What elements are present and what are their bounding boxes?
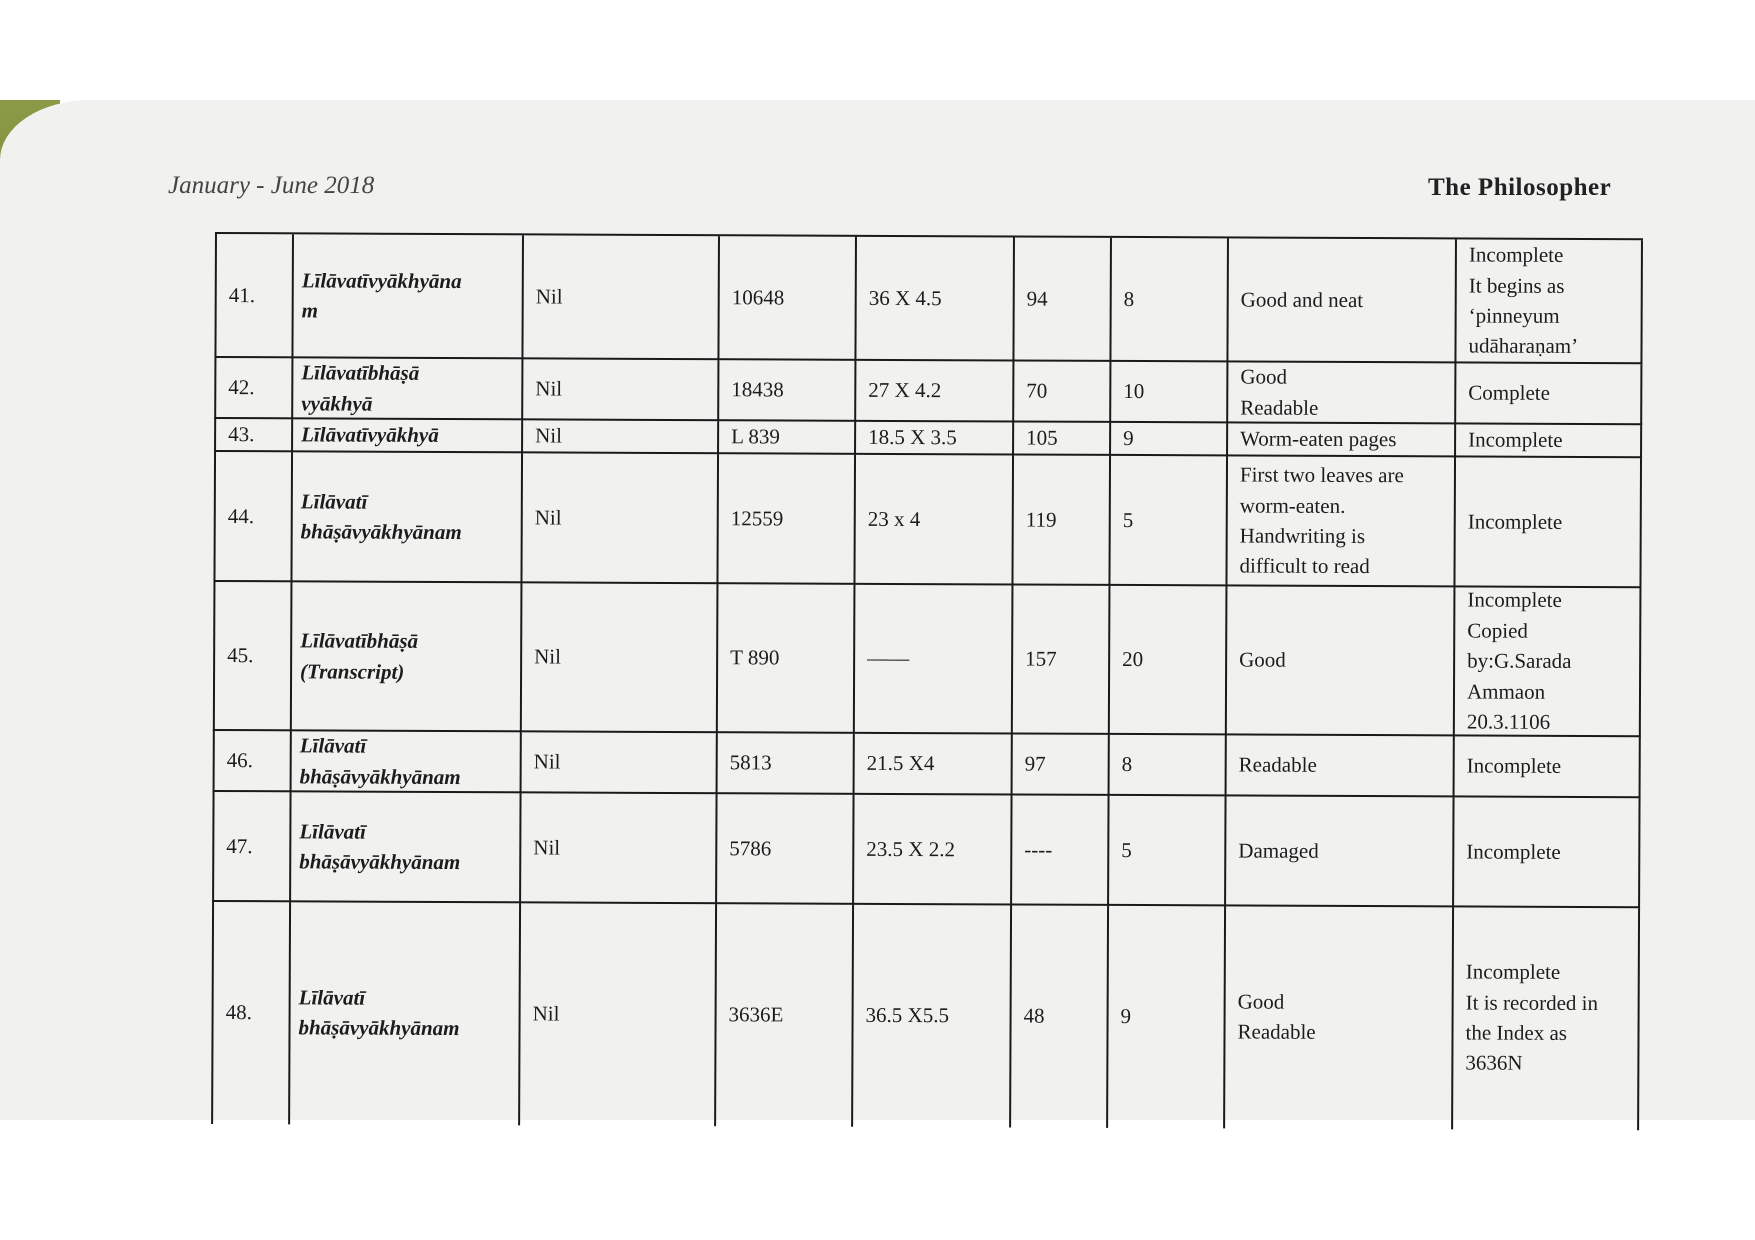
author-text: Nil xyxy=(534,505,562,530)
condition-line: Readable xyxy=(1240,394,1319,420)
manuscript-table xyxy=(211,232,1643,1128)
manuscript-title-cell xyxy=(288,902,519,1123)
remarks-line: 20.3.1106 xyxy=(1466,709,1551,734)
folio-count-text: 105 xyxy=(1026,425,1058,450)
lines-per-page-text: 8 xyxy=(1121,752,1133,777)
manuscript-title-line: Līlāvatībhāṣā xyxy=(301,360,420,385)
leaf-size-text: 27 X 4.2 xyxy=(868,378,942,403)
condition-line: Good xyxy=(1240,364,1288,389)
folio-count-text: 157 xyxy=(1025,646,1057,671)
condition-line: Good xyxy=(1237,989,1285,1014)
author-cell xyxy=(518,903,715,1124)
row-number-text: 48. xyxy=(225,999,252,1024)
condition-cell xyxy=(1225,586,1454,734)
manuscript-number-cell xyxy=(716,584,854,732)
remarks-line: Incomplete xyxy=(1468,242,1564,268)
condition-line: Readable xyxy=(1237,1019,1316,1044)
folio-count-cell xyxy=(1012,237,1110,359)
lines-per-page-text: 5 xyxy=(1121,837,1132,862)
manuscript-title-line: (Transcript) xyxy=(300,658,405,684)
author-text: Nil xyxy=(533,835,561,860)
remarks-line: udāharaṇam’ xyxy=(1468,333,1579,359)
manuscript-number-cell xyxy=(714,904,852,1125)
author-cell xyxy=(519,793,715,902)
lines-per-page-text: 9 xyxy=(1120,1003,1132,1028)
manuscript-title-line: bhāṣāvyākhyānam xyxy=(299,849,461,875)
remarks-line: Incomplete xyxy=(1466,839,1561,864)
manuscript-number-cell xyxy=(716,733,853,793)
leaf-size-text: 36.5 X5.5 xyxy=(865,1002,950,1027)
manuscript-number-text: 10648 xyxy=(731,285,785,310)
condition-line: First two leaves are xyxy=(1239,462,1404,488)
table-row xyxy=(211,900,1640,1128)
author-text: Nil xyxy=(535,284,563,309)
remarks-line: 3636N xyxy=(1465,1050,1523,1076)
leaf-size-text: 36 X 4.5 xyxy=(868,285,942,310)
running-header-date: January - June 2018 xyxy=(168,172,375,199)
remarks-line: the Index as xyxy=(1465,1020,1568,1045)
row-number-cell xyxy=(212,792,289,900)
row-number-cell xyxy=(211,902,289,1122)
condition-line: Damaged xyxy=(1238,838,1319,863)
remarks-line: It begins as xyxy=(1468,273,1565,298)
leaf-size-cell xyxy=(853,585,1012,733)
manuscript-title-line: vyākhyā xyxy=(301,390,373,416)
condition-cell xyxy=(1226,423,1454,455)
manuscript-number-text: 3636E xyxy=(728,1002,784,1027)
lines-per-page-cell xyxy=(1109,362,1226,422)
manuscript-title-cell xyxy=(291,419,521,451)
remarks-line: Incomplete xyxy=(1468,427,1563,453)
lines-per-page-cell xyxy=(1107,796,1224,905)
lines-per-page-text: 10 xyxy=(1123,379,1145,404)
manuscript-title-line: Līlāvatīvyākhyā xyxy=(301,422,439,448)
condition-line: Good and neat xyxy=(1240,287,1364,312)
condition-line: Readable xyxy=(1238,752,1317,778)
lines-per-page-cell xyxy=(1109,423,1226,455)
remarks-line: Incomplete xyxy=(1465,959,1561,985)
author-cell xyxy=(520,453,717,582)
manuscript-number-text: L 839 xyxy=(731,424,780,449)
row-number-cell xyxy=(213,731,290,790)
leaf-size-text: 18.5 X 3.5 xyxy=(868,425,957,450)
leaf-size-cell xyxy=(853,734,1011,794)
lines-per-page-cell xyxy=(1108,456,1226,585)
remarks-cell xyxy=(1453,457,1642,586)
remarks-line: Ammaon xyxy=(1466,679,1546,704)
remarks-line: Incomplete xyxy=(1467,509,1563,534)
remarks-cell xyxy=(1451,907,1640,1128)
leaf-size-cell xyxy=(854,422,1012,454)
lines-per-page-cell xyxy=(1109,238,1227,361)
manuscript-number-cell xyxy=(717,360,854,420)
row-number-cell xyxy=(213,582,291,729)
leaf-size-cell xyxy=(854,361,1012,421)
manuscript-title-cell xyxy=(291,358,521,418)
table-row xyxy=(213,729,1641,796)
remarks-cell xyxy=(1454,363,1642,423)
folio-count-text: ---- xyxy=(1024,837,1053,862)
manuscript-number-cell xyxy=(715,794,852,903)
manuscript-number-text: 5786 xyxy=(729,836,772,861)
author-text: Nil xyxy=(532,1001,560,1026)
author-cell xyxy=(521,420,717,452)
folio-count-cell xyxy=(1012,422,1109,453)
remarks-line: Incomplete xyxy=(1467,587,1562,613)
remarks-line: Copied xyxy=(1467,618,1528,643)
leaf-size-text: 21.5 X4 xyxy=(866,751,935,776)
remarks-line: Incomplete xyxy=(1466,753,1562,779)
row-number-text: 46. xyxy=(226,748,253,773)
condition-line: Good xyxy=(1239,647,1286,672)
row-number-text: 47. xyxy=(226,833,253,858)
manuscript-title-cell xyxy=(289,792,519,901)
folio-count-text: 48 xyxy=(1023,1003,1045,1028)
folio-count-text: 97 xyxy=(1024,751,1046,776)
manuscript-number-text: 18438 xyxy=(731,377,784,402)
table-row xyxy=(212,790,1640,906)
remarks-line: Complete xyxy=(1468,380,1551,406)
running-header-journal: The Philosopher xyxy=(1428,174,1612,201)
manuscript-title-line: bhāṣāvyākhyānam xyxy=(298,1015,460,1041)
lines-per-page-text: 5 xyxy=(1122,507,1134,532)
folio-count-cell xyxy=(1011,585,1109,732)
author-cell xyxy=(521,359,717,419)
lines-per-page-text: 8 xyxy=(1123,286,1135,311)
folio-count-cell xyxy=(1012,361,1109,420)
manuscript-number-cell xyxy=(716,454,854,583)
manuscript-number-text: T 890 xyxy=(730,645,780,670)
folio-count-text: 119 xyxy=(1025,507,1057,532)
manuscript-title-cell xyxy=(291,234,522,357)
author-text: Nil xyxy=(535,376,563,401)
remarks-line: It is recorded in xyxy=(1465,990,1599,1015)
remarks-cell xyxy=(1452,797,1640,906)
manuscript-title-line: m xyxy=(301,298,319,323)
manuscript-title-cell xyxy=(290,582,521,730)
condition-cell xyxy=(1225,456,1454,585)
leaf-size-cell xyxy=(853,455,1012,584)
manuscript-title-cell xyxy=(290,731,520,791)
lines-per-page-text: 9 xyxy=(1123,426,1134,451)
condition-line: worm-eaten. xyxy=(1239,493,1346,518)
row-number-text: 41. xyxy=(228,282,256,307)
condition-line: Handwriting is xyxy=(1239,523,1366,549)
scan-margin xyxy=(0,1120,1755,1240)
condition-line: Worm-eaten pages xyxy=(1240,426,1397,452)
author-text: Nil xyxy=(535,423,563,448)
leaf-size-cell xyxy=(854,237,1013,360)
folio-count-cell xyxy=(1010,795,1107,903)
manuscript-title-cell xyxy=(290,452,521,581)
folio-count-text: 94 xyxy=(1026,286,1048,311)
folio-count-text: 70 xyxy=(1026,378,1048,403)
leaf-size-cell xyxy=(851,905,1010,1126)
row-number-text: 45. xyxy=(227,643,254,668)
folio-count-cell xyxy=(1009,905,1107,1125)
manuscript-number-text: 12559 xyxy=(730,506,784,531)
remarks-cell xyxy=(1453,587,1642,735)
table-row xyxy=(214,356,1642,423)
remarks-line: ‘pinneyum xyxy=(1468,303,1560,328)
leaf-size-cell xyxy=(852,795,1010,904)
lines-per-page-text: 20 xyxy=(1122,647,1144,672)
leaf-size-text: 23.5 X 2.2 xyxy=(866,836,956,862)
folio-count-cell xyxy=(1011,455,1109,583)
condition-cell xyxy=(1224,796,1452,905)
author-cell xyxy=(520,583,717,731)
author-text: Nil xyxy=(534,644,562,669)
leaf-size-text: —— xyxy=(867,646,910,671)
folio-count-cell xyxy=(1011,734,1108,793)
manuscript-title-line: Līlāvatī xyxy=(298,984,366,1010)
lines-per-page-cell xyxy=(1108,586,1226,734)
row-number-cell xyxy=(213,452,291,580)
lines-per-page-cell xyxy=(1106,906,1224,1127)
manuscript-title-line: Līlāvatīvyākhyāna xyxy=(301,267,462,293)
condition-cell xyxy=(1226,238,1455,361)
manuscript-title-line: bhāṣāvyākhyānam xyxy=(299,763,461,789)
manuscript-number-cell xyxy=(717,236,855,359)
manuscript-title-line: Līlāvatī xyxy=(300,488,368,514)
table-row xyxy=(213,450,1642,586)
author-cell xyxy=(521,235,718,358)
condition-cell xyxy=(1226,362,1454,422)
manuscript-title-line: bhāṣāvyākhyānam xyxy=(300,519,462,545)
remarks-cell xyxy=(1453,736,1641,796)
manuscript-number-cell xyxy=(717,421,854,453)
row-number-text: 44. xyxy=(227,503,255,528)
remarks-cell xyxy=(1454,239,1643,362)
manuscript-title-line: Līlāvatī xyxy=(299,733,367,758)
row-number-text: 42. xyxy=(228,375,255,400)
manuscript-number-text: 5813 xyxy=(729,750,772,775)
leaf-size-text: 23 x 4 xyxy=(867,506,921,531)
remarks-cell xyxy=(1454,424,1642,456)
condition-cell xyxy=(1223,906,1452,1127)
table-row xyxy=(213,580,1642,735)
lines-per-page-cell xyxy=(1108,735,1225,795)
row-number-text: 43. xyxy=(228,422,255,447)
manuscript-title-line: Līlāvatībhāṣā xyxy=(300,628,419,653)
table-row xyxy=(214,232,1643,362)
author-text: Nil xyxy=(533,749,561,774)
author-cell xyxy=(520,732,716,792)
row-number-cell xyxy=(214,358,291,417)
condition-line: difficult to read xyxy=(1239,553,1370,579)
row-number-cell xyxy=(214,419,291,450)
condition-cell xyxy=(1225,735,1453,795)
row-number-cell xyxy=(214,234,292,356)
remarks-line: by:G.Sarada xyxy=(1467,648,1572,674)
manuscript-title-line: Līlāvatī xyxy=(299,818,366,844)
